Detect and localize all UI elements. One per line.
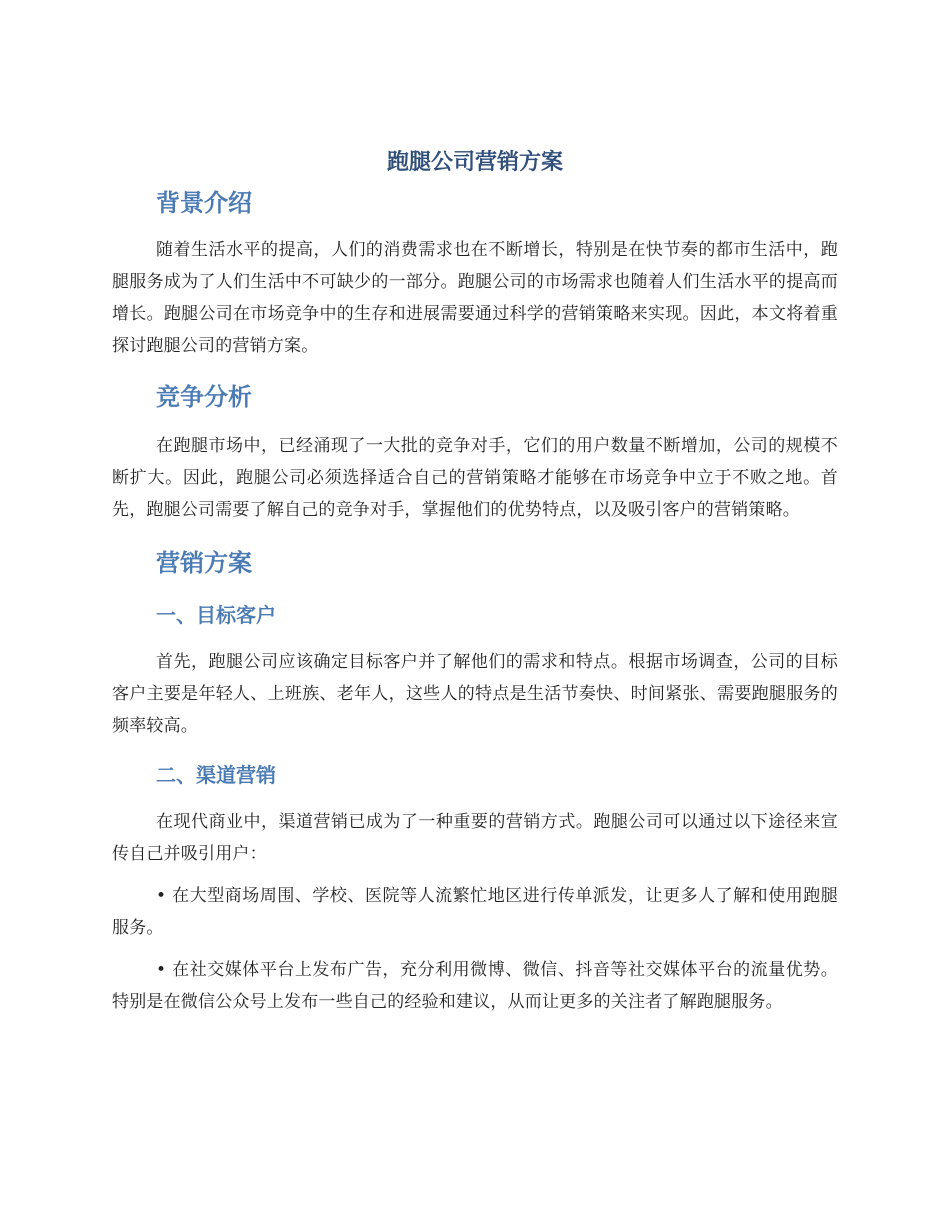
paragraph-competition: 在跑腿市场中，已经涌现了一大批的竞争对手，它们的用户数量不断增加，公司的规模不断扩大。因此，跑腿公司必须选择适合自己的营销策略才能够在市场竞争中立于不败之地。首先，跑腿公司需要了解自己的竞争对手，掌握他们的优势特点，以及吸引客户的营销策略。: [112, 436, 838, 520]
list-item-leaflets: • 在大型商场周围、学校、医院等人流繁忙地区进行传单派发，让更多人了解和使用跑腿服务。: [112, 886, 838, 938]
paragraph-channel-intro: 在现代商业中，渠道营销已成为了一种重要的营销方式。跑腿公司可以通过以下途径来宣传自己并吸引用户：: [112, 812, 838, 864]
section-heading-background: 背景介绍: [156, 189, 252, 217]
section-heading-competition: 竞争分析: [156, 383, 252, 411]
list-item-social-media: • 在社交媒体平台上发布广告，充分利用微博、微信、抖音等社交媒体平台的流量优势。特别是在微信公众号上发布一些自己的经验和建议，从而让更多的关注者了解跑腿服务。: [112, 960, 838, 1012]
subsection-heading-channel-marketing: 二、渠道营销: [156, 763, 276, 787]
paragraph-target-customers: 首先，跑腿公司应该确定目标客户并了解他们的需求和特点。根据市场调查，公司的目标客户主要是年轻人、上班族、老年人，这些人的特点是生活节奏快、时间紧张、需要跑腿服务的频率较高。: [112, 652, 838, 736]
paragraph-background: 随着生活水平的提高，人们的消费需求也在不断增长，特别是在快节奏的都市生活中，跑腿服务成为了人们生活中不可缺少的一部分。跑腿公司的市场需求也随着人们生活水平的提高而增长。跑腿公司在市场竞争中的生存和进展需要通过科学的营销策略来实现。因此，本文将着重探讨跑腿公司的营销方案。: [112, 240, 838, 356]
subsection-heading-target-customers: 一、目标客户: [156, 603, 276, 627]
section-heading-marketing: 营销方案: [156, 549, 252, 577]
document-title: 跑腿公司营销方案: [386, 150, 563, 175]
